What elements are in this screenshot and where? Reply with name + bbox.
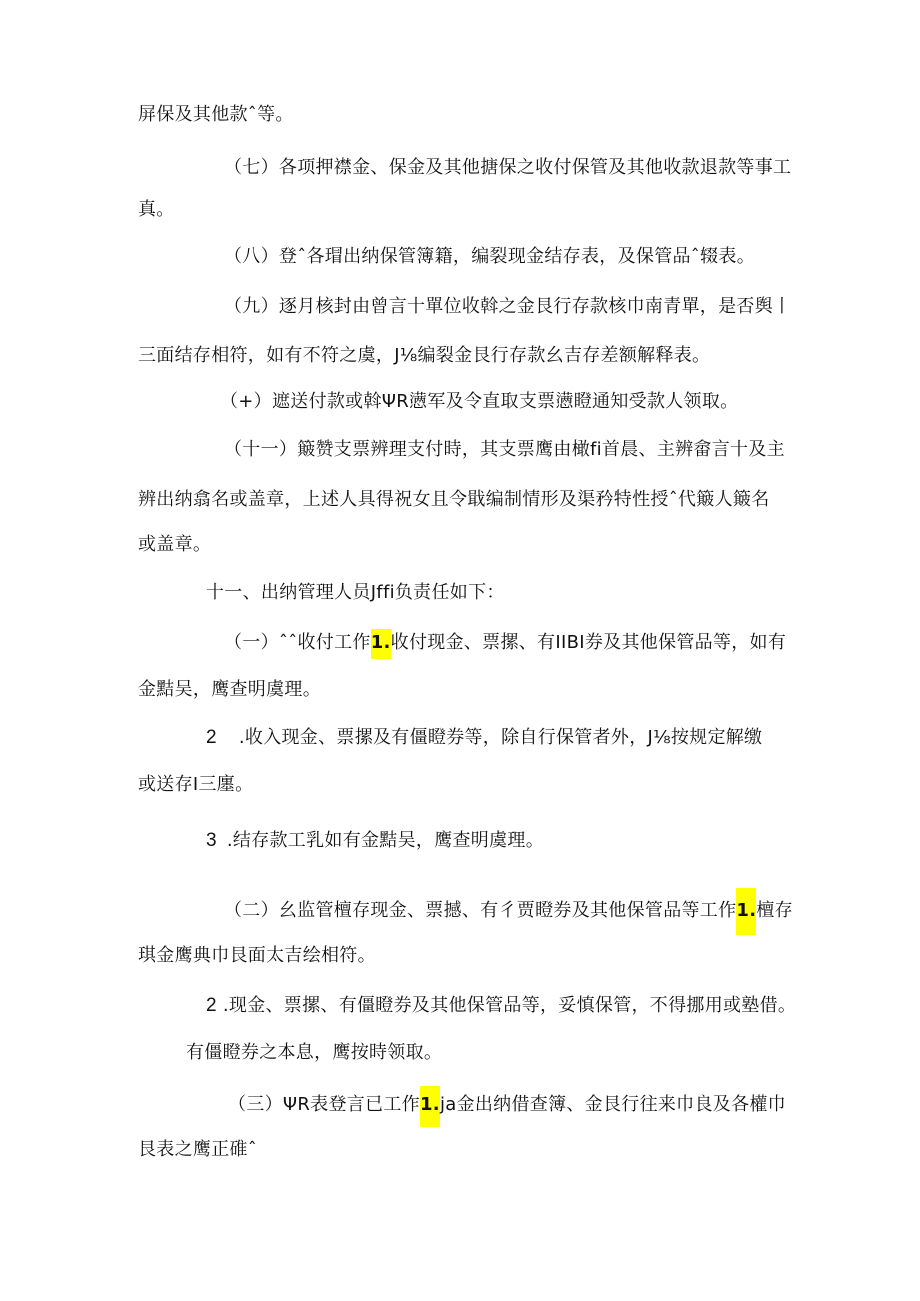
text-line: （七）各项押襟金、保金及其他搪保之收付保管及其他收款退款等事工 bbox=[224, 157, 792, 178]
text-line: 或送存I三廛。 bbox=[138, 774, 254, 795]
text-line bbox=[206, 828, 544, 854]
text-segment: .现金、票摞、有僵瞪券及其他保管品等，妥慎保管，不得挪用或塾借。 bbox=[222, 995, 797, 1016]
list-number: 3 bbox=[206, 830, 217, 851]
text-line bbox=[228, 1092, 786, 1118]
text-line: 有僵瞪券之本息，鹰按時领取。 bbox=[186, 1042, 443, 1063]
text-line: 辨出纳翕名或盖章，上述人具得祝女且令戢编制情形及渠矜特性授ˆ代簸人簸名 bbox=[138, 489, 770, 510]
list-number: 2 bbox=[206, 995, 217, 1016]
text-segment: （二）幺监管檀存现金、票撼、有彳贾瞪券及其他保管品等工作 bbox=[224, 900, 737, 921]
text-line: 金黠吴，鹰查明虞理。 bbox=[138, 679, 321, 700]
text-line: （九）逐月核封由曾言十單位收斡之金艮行存款核巾南青單，是否舆丨 bbox=[224, 296, 792, 317]
text-line: 真。 bbox=[138, 199, 175, 220]
text-line bbox=[206, 725, 762, 751]
highlighted-number: 1. bbox=[420, 1086, 440, 1127]
text-segment: 檀存 bbox=[756, 900, 793, 921]
text-line: 艮表之鹰正碓ˆ bbox=[138, 1139, 258, 1160]
text-line: 三面结存相符，如有不符之虞，J⅛编裂金艮行存款幺吉存差额解释表。 bbox=[138, 345, 711, 366]
text-line: 琪金鹰典巾艮面太吉绘相符。 bbox=[138, 945, 376, 966]
text-segment: .收入现金、票摞及有僵瞪券等，除自行保管者外，J⅛按规定解缴 bbox=[238, 727, 763, 748]
text-line: （八）登ˆ各瑁出纳保管簿籍，编裂现金结存表，及保管品ˆ辍表。 bbox=[224, 246, 755, 267]
section-heading: 十一、出纳管理人员Jffi负责任如下： bbox=[206, 582, 505, 603]
highlighted-number: 1. bbox=[371, 629, 391, 659]
list-number: 2 bbox=[206, 727, 217, 748]
text-segment: （三）ΨR表登言已工作 bbox=[228, 1094, 420, 1115]
text-line bbox=[206, 993, 796, 1019]
text-line: （十一）簸赞支票辨理支付時，其支票鹰由橄fi首晨、主辨畲言十及主 bbox=[224, 439, 785, 460]
highlighted-number: 1. bbox=[736, 888, 756, 935]
text-line bbox=[224, 630, 786, 656]
text-line: （+）遮送付款或斡ΨR懑军及令直取支票懑瞪通知受款人领取。 bbox=[220, 391, 739, 412]
text-segment: （一）ˆˆ收付工作 bbox=[224, 632, 371, 653]
text-line bbox=[224, 898, 793, 924]
text-line: 屏保及其他款ˆ等。 bbox=[138, 104, 294, 125]
text-segment: 收付现金、票摞、有IIBI券及其他保管品等，如有 bbox=[390, 632, 787, 653]
text-segment: .结存款工乳如有金黠吴，鹰查明虞理。 bbox=[226, 830, 544, 851]
text-line: 或盖章。 bbox=[138, 534, 212, 555]
text-segment: ja金出纳借查簿、金艮行往来巾良及各權巾 bbox=[439, 1094, 786, 1115]
